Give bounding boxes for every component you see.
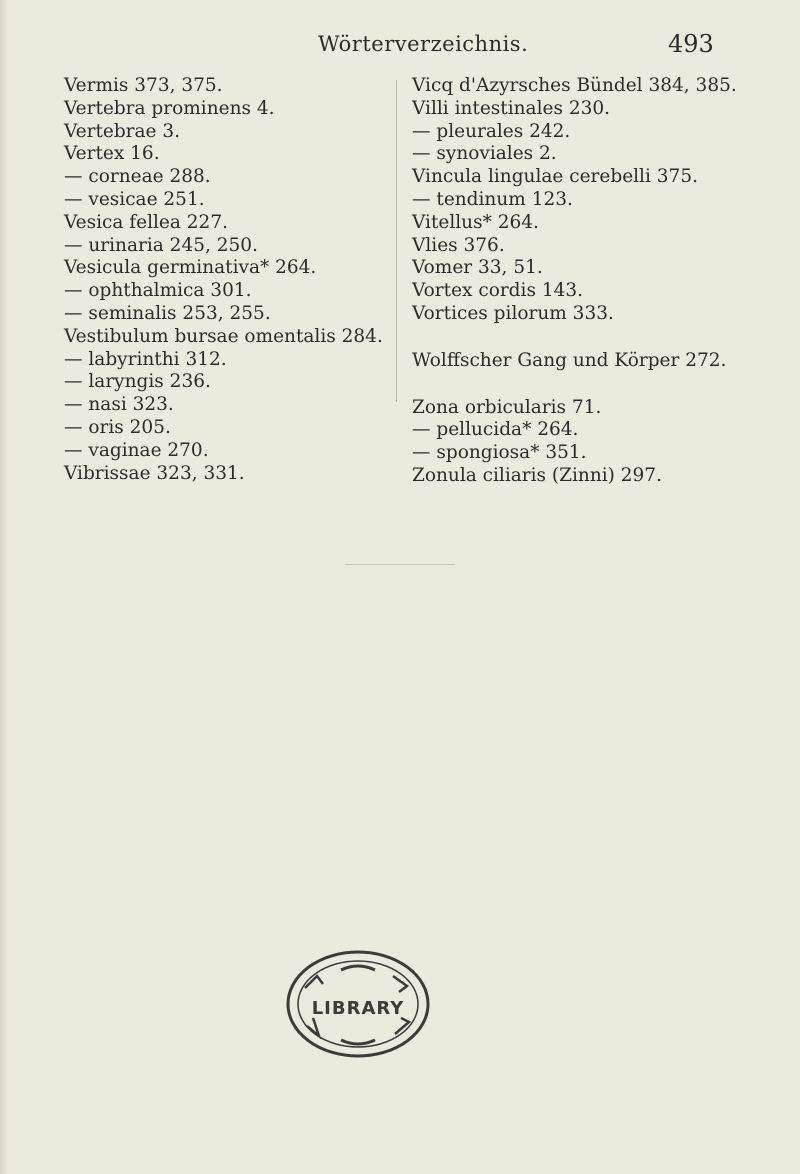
- index-entry: Vertebra prominens 4.: [64, 97, 275, 119]
- index-entry: Zona orbicularis 71.: [412, 396, 602, 418]
- index-entry: — labyrinthi 312.: [64, 348, 227, 370]
- index-entry: Vicq d'Azyrsches Bündel 384, 385.: [412, 75, 737, 96]
- index-entry: — urinaria 245, 250.: [64, 234, 258, 256]
- page-number: 493: [668, 30, 714, 58]
- index-entry: — spongiosa* 351.: [412, 442, 587, 464]
- index-entry: — pellucida* 264.: [412, 419, 579, 441]
- index-entry: Vibrissae 323, 331.: [64, 462, 245, 484]
- end-rule: [345, 564, 455, 565]
- index-entry: — nasi 323.: [64, 394, 174, 416]
- index-entry: — corneae 288.: [64, 166, 211, 188]
- index-column-right: [412, 75, 792, 488]
- section-gap: [412, 326, 792, 350]
- index-entry: — pleurales 242.: [412, 120, 571, 142]
- running-title: Wörterverzeichnis.: [318, 32, 529, 56]
- index-entry: — seminalis 253, 255.: [64, 302, 271, 324]
- index-entry: — synoviales 2.: [412, 143, 557, 165]
- index-entry: Vitellus* 264.: [412, 211, 539, 233]
- index-entry: Zonula ciliaris (Zinni) 297.: [412, 464, 662, 486]
- index-entry: Vortex cordis 143.: [412, 280, 584, 302]
- page-edge: [0, 0, 8, 1174]
- index-entry: Wolffscher Gang und Körper 272.: [412, 349, 727, 371]
- stamp-text: LIBRARY: [311, 998, 405, 1019]
- index-entry: Vlies 376.: [412, 234, 505, 256]
- index-entry: Vesicula germinativa* 264.: [64, 257, 317, 279]
- index-entry: Vesica fellea 227.: [64, 211, 228, 233]
- index-entry: — oris 205.: [64, 416, 171, 438]
- index-entry: — vesicae 251.: [64, 188, 205, 210]
- index-column-left: [64, 75, 384, 485]
- index-entry: Villi intestinales 230.: [412, 97, 611, 119]
- index-entry: Vortices pilorum 333.: [412, 302, 614, 324]
- library-stamp: [283, 948, 433, 1060]
- index-entry: Vertebrae 3.: [64, 120, 181, 142]
- page-header: [0, 32, 800, 62]
- index-entry: — vaginae 270.: [64, 439, 209, 461]
- column-divider: [396, 80, 397, 402]
- index-entry: Vincula lingulae cerebelli 375.: [412, 166, 698, 188]
- index-entry: Vomer 33, 51.: [412, 257, 543, 279]
- index-entry: — ophthalmica 301.: [64, 280, 252, 302]
- index-entry: — tendinum 123.: [412, 188, 573, 210]
- index-entry: — laryngis 236.: [64, 371, 211, 393]
- section-gap: [412, 373, 792, 397]
- index-entry: Vestibulum bursae omentalis 284.: [64, 325, 383, 347]
- index-entry: Vermis 373, 375.: [64, 75, 223, 96]
- index-entry: Vertex 16.: [64, 143, 160, 165]
